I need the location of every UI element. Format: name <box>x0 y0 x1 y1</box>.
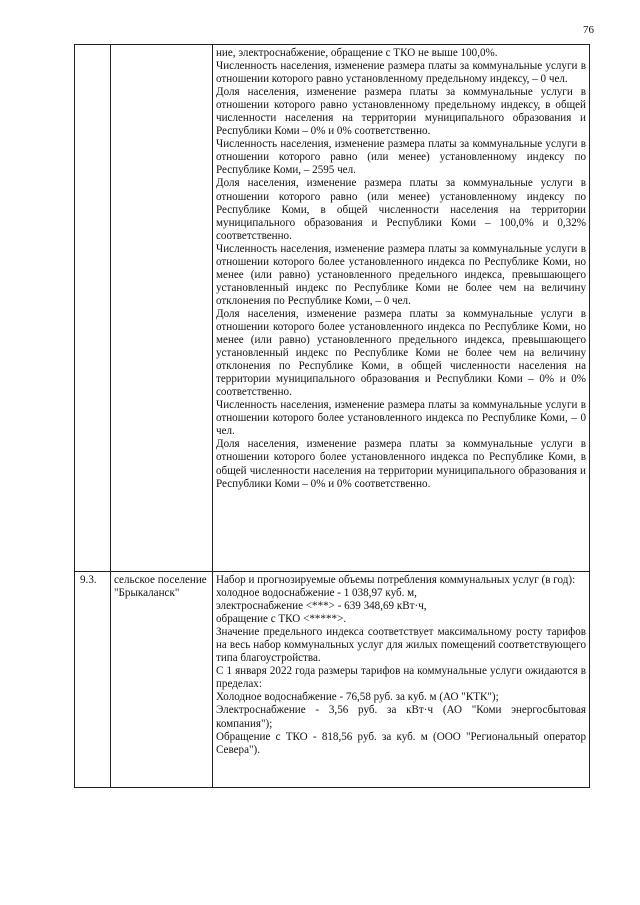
paragraph: Численность населения, изменение размера платы за коммунальные услуги в отношении которого равно установленному предельному индексу, – 0 чел. <box>216 60 586 86</box>
row-description-cell <box>213 45 590 572</box>
paragraph: Численность населения, изменение размера платы за коммунальные услуги в отношении которого более установленного индекса по Республике Коми, но менее (или равно) установленного предельного индекса, превышающего установленный индекс по Республике Коми не более чем на величину отклонения по Республике Коми, – 0 чел. <box>216 242 586 307</box>
paragraph: Холодное водоснабжение - 76,58 руб. за куб. м (АО "КТК"); <box>216 691 499 704</box>
paragraph: Доля населения, изменение размера платы за коммунальные услуги в отношении которого равно (или менее) установленному индексу по Республике Коми, в общей численности населения на территории муниципального образования и Республики Коми – 100,0% и 0,32% соответственно. <box>216 177 586 242</box>
paragraph: холодное водоснабжение - 1 038,97 куб. м, <box>216 587 417 600</box>
row-municipality-cell <box>111 45 213 572</box>
paragraph: Численность населения, изменение размера платы за коммунальные услуги в отношении которого равно (или менее) установленному индексу по Республике Коми, – 2595 чел. <box>216 138 586 177</box>
indicators-table <box>74 44 590 788</box>
row-description-cell <box>213 572 590 788</box>
paragraph: Доля населения, изменение размера платы за коммунальные услуги в отношении которого равно установленному предельному индексу, в общей численности населения на территории муниципального образования и Республики Коми – 0% и 0% соответственно. <box>216 86 586 138</box>
paragraph: обращение с ТКО <*****>. <box>216 613 347 626</box>
paragraph: С 1 января 2022 года размеры тарифов на коммунальные услуги ожидаются в пределах: <box>216 665 586 691</box>
page-number: 76 <box>583 24 594 36</box>
row-municipality-cell: сельское поселение "Брыкаланск" <box>111 572 213 788</box>
paragraph: Обращение с ТКО - 818,56 руб. за куб. м (ООО "Региональный оператор Севера"). <box>216 730 586 756</box>
paragraph: Значение предельного индекса соответствует максимальному росту тарифов на весь набор коммунальных услуг для жилых помещений соответствующего типа благоустройства. <box>216 626 586 665</box>
paragraph: Доля населения, изменение размера платы за коммунальные услуги в отношении которого более установленного индекса по Республике Коми, но менее (или равно) установленного предельного индекса, превышающего установленный индекс по Республике Коми не более чем на величину отклонения по Республике Коми, в общей численности населения на территории муниципального образования и Республики Коми – 0% и 0% соответственно. <box>216 307 586 399</box>
paragraph: ние, электроснабжение, обращение с ТКО не выше 100,0%. <box>216 47 498 59</box>
paragraph: Доля населения, изменение размера платы за коммунальные услуги в отношении которого более установленного индекса по Республике Коми, в общей численности населения на территории муниципального образования и Республики Коми – 0% и 0% соответственно. <box>216 438 586 490</box>
table-row-continuation <box>75 45 590 572</box>
paragraph: Набор и прогнозируемые объемы потребления коммунальных услуг (в год): <box>216 574 576 586</box>
row-number-cell <box>75 45 111 572</box>
paragraph: Электроснабжение - 3,56 руб. за кВт·ч (АО "Коми энергосбытовая компания"); <box>216 704 586 730</box>
row-number-cell: 9.3. <box>75 572 111 788</box>
table-row-9-3 <box>75 572 590 788</box>
paragraph: электроснабжение <***> - 639 348,69 кВт·ч, <box>216 600 427 613</box>
paragraph: Численность населения, изменение размера платы за коммунальные услуги в отношении которого более установленного индекса по Республике Коми, – 0 чел. <box>216 399 586 438</box>
